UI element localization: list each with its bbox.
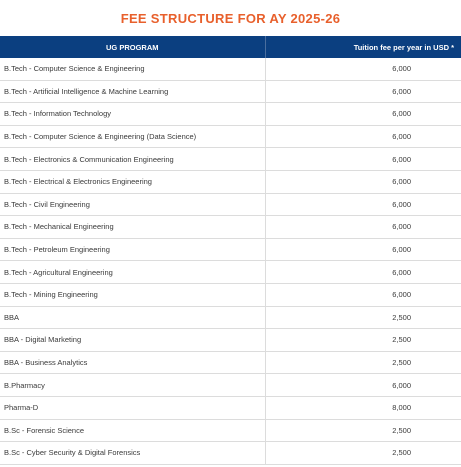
tuition-fee: 6,000 bbox=[265, 193, 461, 216]
program-name: B.Tech - Agricultural Engineering bbox=[0, 261, 265, 284]
table-row bbox=[0, 80, 461, 103]
table-row bbox=[0, 374, 461, 397]
program-name: B.Sc - Cyber Security & Digital Forensics bbox=[0, 442, 265, 465]
tuition-fee: 6,000 bbox=[265, 216, 461, 239]
table-row bbox=[0, 170, 461, 193]
program-name: BBA - Business Analytics bbox=[0, 351, 265, 374]
tuition-fee: 8,000 bbox=[265, 396, 461, 419]
tuition-fee: 2,500 bbox=[265, 329, 461, 352]
fee-table-body bbox=[0, 58, 461, 464]
program-name: B.Tech - Mining Engineering bbox=[0, 283, 265, 306]
program-name: B.Tech - Computer Science & Engineering (Data Science) bbox=[0, 125, 265, 148]
tuition-fee: 2,500 bbox=[265, 306, 461, 329]
fee-table-header bbox=[0, 36, 461, 58]
program-name: B.Sc - Forensic Science bbox=[0, 419, 265, 442]
tuition-fee: 6,000 bbox=[265, 283, 461, 306]
table-row bbox=[0, 442, 461, 465]
table-row bbox=[0, 193, 461, 216]
table-row bbox=[0, 148, 461, 171]
tuition-fee: 6,000 bbox=[265, 374, 461, 397]
header-tuition-fee: Tuition fee per year in USD * bbox=[265, 36, 461, 58]
tuition-fee: 6,000 bbox=[265, 238, 461, 261]
table-row bbox=[0, 238, 461, 261]
fee-table bbox=[0, 36, 461, 465]
program-name: B.Tech - Civil Engineering bbox=[0, 193, 265, 216]
table-row bbox=[0, 216, 461, 239]
table-row bbox=[0, 419, 461, 442]
table-row bbox=[0, 58, 461, 80]
program-name: BBA - Digital Marketing bbox=[0, 329, 265, 352]
tuition-fee: 6,000 bbox=[265, 261, 461, 284]
program-name: B.Tech - Artificial Intelligence & Machine Learning bbox=[0, 80, 265, 103]
program-name: B.Tech - Mechanical Engineering bbox=[0, 216, 265, 239]
tuition-fee: 2,500 bbox=[265, 351, 461, 374]
tuition-fee: 6,000 bbox=[265, 170, 461, 193]
tuition-fee: 2,500 bbox=[265, 419, 461, 442]
program-name: B.Tech - Electrical & Electronics Engineering bbox=[0, 170, 265, 193]
table-row bbox=[0, 125, 461, 148]
tuition-fee: 6,000 bbox=[265, 148, 461, 171]
table-row bbox=[0, 351, 461, 374]
tuition-fee: 6,000 bbox=[265, 125, 461, 148]
program-name: BBA bbox=[0, 306, 265, 329]
program-name: B.Pharmacy bbox=[0, 374, 265, 397]
table-row bbox=[0, 306, 461, 329]
program-name: B.Tech - Electronics & Communication Engineering bbox=[0, 148, 265, 171]
tuition-fee: 2,500 bbox=[265, 442, 461, 465]
table-row bbox=[0, 396, 461, 419]
tuition-fee: 6,000 bbox=[265, 58, 461, 80]
program-name: Pharma-D bbox=[0, 396, 265, 419]
program-name: B.Tech - Petroleum Engineering bbox=[0, 238, 265, 261]
table-row bbox=[0, 103, 461, 126]
table-row bbox=[0, 283, 461, 306]
page-title: FEE STRUCTURE FOR AY 2025-26 bbox=[120, 11, 341, 26]
program-name: B.Tech - Computer Science & Engineering bbox=[0, 58, 265, 80]
table-row bbox=[0, 329, 461, 352]
table-row bbox=[0, 261, 461, 284]
header-ug-program: UG PROGRAM bbox=[0, 36, 265, 58]
tuition-fee: 6,000 bbox=[265, 103, 461, 126]
tuition-fee: 6,000 bbox=[265, 80, 461, 103]
header-row bbox=[0, 36, 461, 58]
program-name: B.Tech - Information Technology bbox=[0, 103, 265, 126]
